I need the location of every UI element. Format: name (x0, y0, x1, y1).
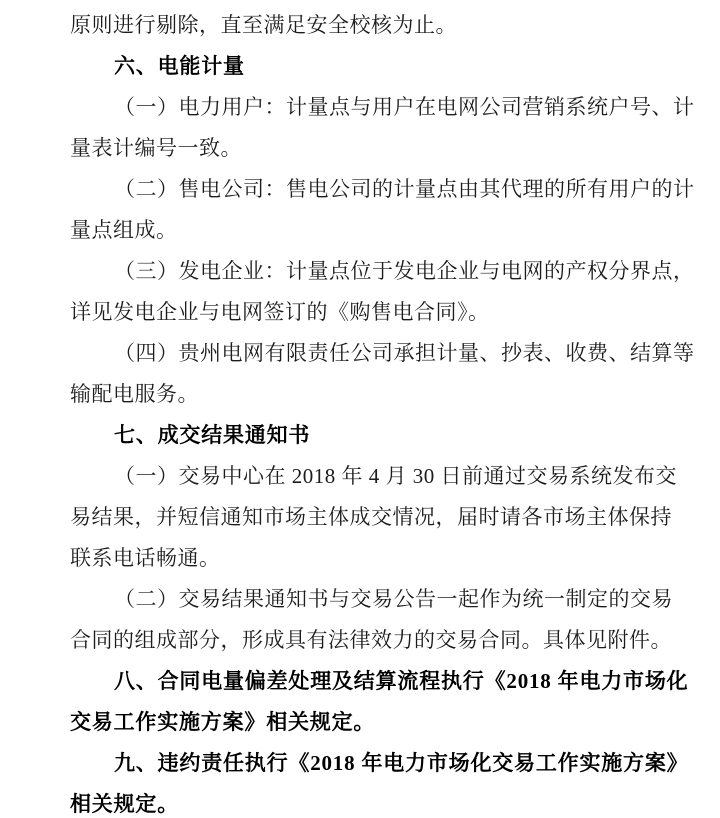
text-line: （二）售电公司：售电公司的计量点由其代理的所有用户的计 (114, 177, 695, 201)
heading-line: 九、违约责任执行《2018 年电力市场化交易工作实施方案》 (114, 751, 689, 775)
text-line: （三）发电企业：计量点位于发电企业与电网的产权分界点， (114, 259, 695, 283)
text-line: 详见发电企业与电网签订的《购售电合同》。 (70, 300, 490, 324)
text-line: （四）贵州电网有限责任公司承担计量、抄表、收费、结算等 (114, 341, 695, 365)
text-line: 原则进行剔除，直至满足安全校核为止。 (70, 13, 457, 37)
text-line: 量点组成。 (70, 218, 178, 242)
heading-line: 七、成交结果通知书 (114, 423, 311, 447)
text-line: （一）电力用户：计量点与用户在电网公司营销系统户号、计 (114, 95, 695, 119)
text-line: 输配电服务。 (70, 382, 199, 406)
text-line: （一）交易中心在 2018 年 4 月 30 日前通过交易系统发布交 (114, 464, 677, 488)
text-line: （二）交易结果通知书与交易公告一起作为统一制定的交易 (114, 587, 673, 611)
document-body (70, 5, 695, 818)
heading-line: 交易工作实施方案》相关规定。 (70, 710, 376, 734)
text-line: 联系电话畅通。 (70, 546, 221, 570)
text-line: 易结果，并短信通知市场主体成交情况，届时请各市场主体保持 (70, 505, 672, 529)
heading-line: 八、合同电量偏差处理及结算流程执行《2018 年电力市场化 (114, 669, 689, 693)
text-line: 合同的组成部分，形成具有法律效力的交易合同。具体见附件。 (70, 628, 672, 652)
text-line: 量表计编号一致。 (70, 136, 242, 160)
heading-line: 六、电能计量 (114, 54, 245, 78)
heading-line: 相关规定。 (70, 792, 179, 816)
